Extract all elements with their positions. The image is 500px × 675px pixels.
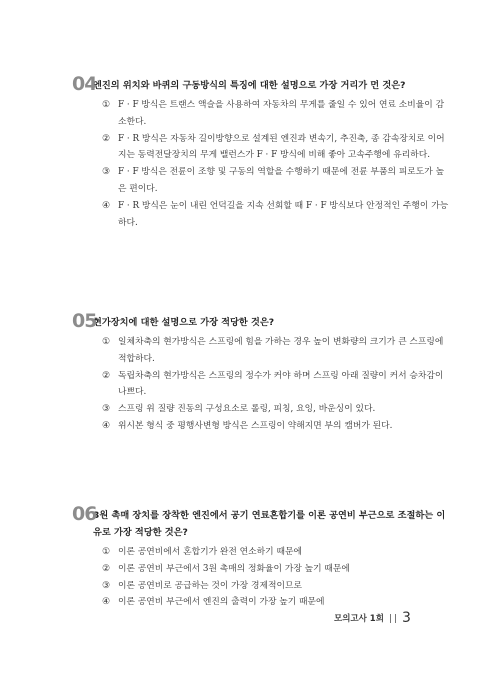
option-marker: ② [102, 370, 110, 381]
option-text: 스프링 위 질량 진동의 구성요소로 롤링, 피칭, 요잉, 바운싱이 있다. [118, 404, 376, 415]
option-text: 이론 공연비 부근에서 3원 촉매의 정화율이 가장 높기 때문에 [118, 563, 350, 574]
option-text: 독립차축의 현가방식은 스프링의 정수가 커야 하며 스프링 아래 질량이 커서 승차감이 나쁘다. [118, 370, 444, 398]
option-text: 이론 공연비에서 혼합기가 완전 연소하기 때문에 [118, 547, 302, 557]
option-2[interactable] [102, 368, 452, 402]
option-4[interactable] [102, 198, 452, 232]
question-06 [72, 503, 452, 611]
page-number: 3 [401, 610, 411, 626]
option-marker: ② [102, 563, 110, 574]
question-text: 3원 촉매 장치를 장착한 엔진에서 공기 연료혼합기를 이론 공연비 부근으로 조절하는 이유로 가장 적당한 것은? [93, 510, 446, 538]
exam-label: 모의고사 1회 [334, 614, 384, 624]
option-2[interactable] [102, 561, 452, 578]
option-marker: ④ [102, 597, 110, 608]
option-marker: ③ [102, 404, 110, 415]
option-text: 이론 공연비로 공급하는 것이 가장 경제적이므로 [118, 580, 302, 591]
option-text: F · R 방식은 눈이 내린 언덕길을 지속 선회할 때 F · F 방식보다 안정적인 주행이 가능하다. [118, 200, 449, 228]
question-05 [72, 310, 452, 435]
option-text: 이론 공연비 부근에서 엔진의 출력이 가장 높기 때문에 [118, 597, 325, 608]
question-04 [72, 73, 452, 231]
option-marker: ④ [102, 420, 110, 431]
option-3[interactable] [102, 164, 452, 198]
option-text: F · F 방식은 트랜스 액슬을 사용하여 자동차의 무게를 줄일 수 있어 연료 소비율이 감소한다. [118, 100, 445, 127]
option-marker: ③ [102, 167, 110, 178]
option-text: F · R 방식은 자동차 길이방향으로 설계된 엔진과 변속기, 추진축, 종 감속장치로 이어지는 동력전달장치의 무게 밸런스가 F · F 방식에 비해 좋아 고속주행에 유리하다. [118, 133, 445, 161]
option-marker: ② [102, 133, 110, 144]
option-1[interactable] [102, 544, 452, 561]
option-marker: ① [102, 547, 110, 557]
question-text: 엔진의 위치와 바퀴의 구동방식의 특징에 대한 설명으로 가장 거리가 먼 것은? [93, 80, 406, 91]
option-text: 일체차축의 현가방식은 스프링에 힘을 가하는 경우 높이 변화량의 크기가 큰 스프링에 적합하다. [118, 337, 444, 364]
option-4[interactable] [102, 418, 452, 435]
option-marker: ① [102, 100, 110, 110]
option-marker: ① [102, 337, 110, 347]
question-text: 현가장치에 대한 설명으로 가장 적당한 것은? [93, 317, 275, 328]
option-text: 위시본 형식 중 평행사변형 방식은 스프링이 약해지면 부의 캠버가 된다. [118, 420, 393, 431]
question-number: 04 [72, 73, 97, 95]
option-1[interactable] [102, 97, 452, 131]
option-2[interactable] [102, 131, 452, 165]
option-3[interactable] [102, 578, 452, 595]
option-list [102, 544, 452, 611]
footer-divider [390, 614, 396, 623]
option-4[interactable] [102, 594, 452, 611]
option-text: F · F 방식은 전륜이 조향 및 구동의 역할을 수행하기 때문에 전륜 부품의 피로도가 높은 편이다. [118, 167, 445, 194]
question-number: 06 [72, 503, 97, 525]
option-1[interactable] [102, 334, 452, 368]
option-marker: ③ [102, 580, 110, 591]
question-number: 05 [72, 310, 97, 332]
option-3[interactable] [102, 401, 452, 418]
option-marker: ④ [102, 200, 110, 211]
page-footer [334, 610, 434, 626]
option-list [102, 97, 452, 231]
option-list [102, 334, 452, 435]
